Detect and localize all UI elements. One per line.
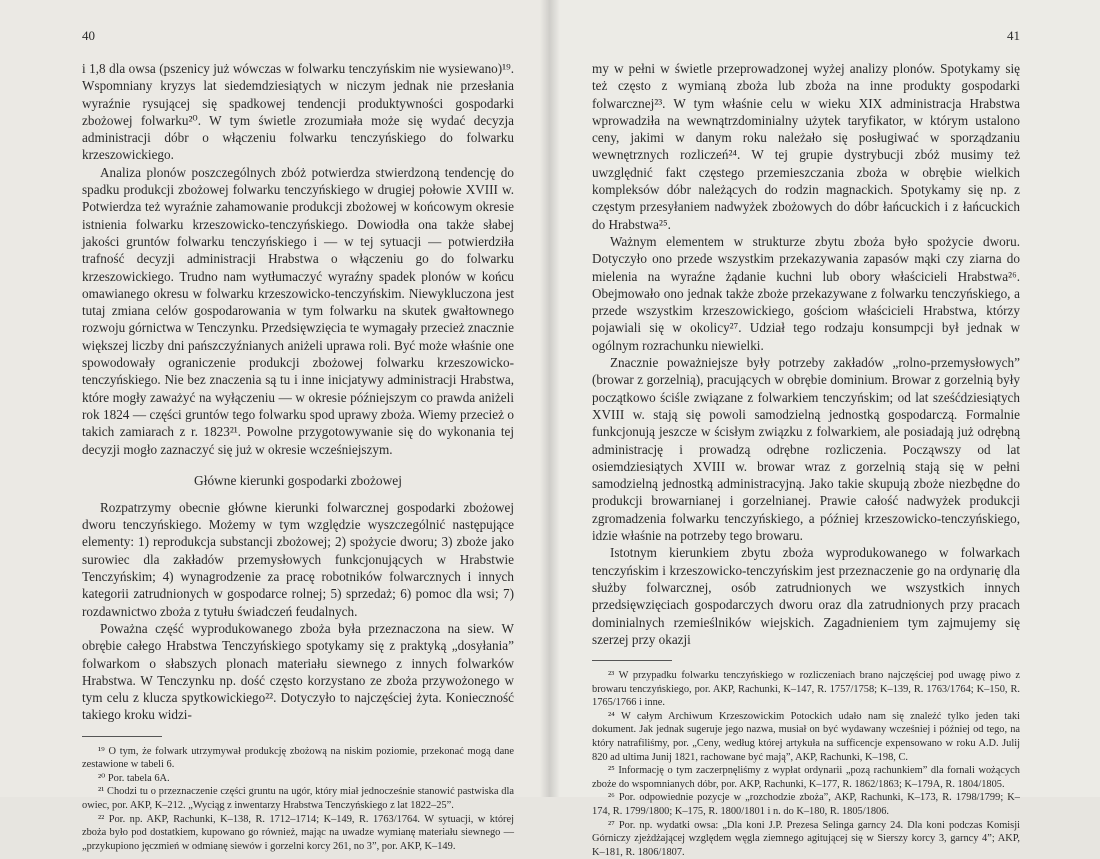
- paragraph: Ważnym elementem w strukturze zbytu zboża było spożycie dworu. Dotyczyło ono przede wszystkim przekazywania zapasów mąki czy ziarna do mielenia na wyraźne żądanie kuchni lub obory właścicieli Hrabstwa²⁶. Obejmowało ono jednak także zboże przekazywane z folwarku tenczyńskiego, a przede wszystkim krzeszowickiego, gościom właścicieli Hrabstwa, którzy pojawiali się w okolicy²⁷. Udział tego rodzaju konsumpcji był jednak w ogólnym rozrachunku niewielki.: [592, 233, 1020, 353]
- footnote-divider: [82, 736, 162, 737]
- footnotes: [592, 669, 1020, 859]
- paragraph: Istotnym kierunkiem zbytu zboża wyprodukowanego w folwarkach tenczyńskim i krzeszowicko-tenczyńskim jest przeznaczenie go na ordynarię dla służby folwarcznej, osób zatrudnionych we wszystkich innych przedsięwzięciach gospodarczych dworu oraz dla zatrudnionych przy pracach dominialnych rzemieślników wiejskich. Zagadnieniem tym zajmujemy się szerzej przy okazji: [592, 545, 1020, 647]
- footnote: ²⁷ Por. np. wydatki owsa: „Dla koni J.P. Prezesa Selinga garncy 24. Dla koni podczas Komisji Górniczy zjeżdżającej względem węgla ziemnego agitującej się w Sierszy korcy 3, garncy 4”; AKP, K–181, R. 1806/1807.: [592, 819, 1020, 858]
- paragraph: i 1,8 dla owsa (pszenicy już wówczas w folwarku tenczyńskim nie wysiewano)¹⁹. Wspomniany kryzys lat siedemdziesiątych w niczym jednak nie przesłania wyraźnie rysującej się spadkowej tendencji produktywności gospodarki zbożowej folwarku²⁰. W tym świetle zrozumiała może się wydać decyzja administracji dóbr o włączeniu folwarku tenczyńskiego do folwarku krzeszowickiego.: [82, 61, 514, 163]
- section-heading: Główne kierunki gospodarki zbożowej: [194, 472, 402, 488]
- footnote: ²³ W przypadku folwarku tenczyńskiego w rozliczeniach brano najczęściej pod uwagę piwo z browaru tenczyńskiego, por. AKP, Rachunki, K–147, R. 1757/1758; K–139, R. 1763/1764; K–150, R. 1765/1766 i inne.: [592, 670, 1020, 709]
- main-text: [82, 60, 514, 724]
- footnote: ²² Por. np. AKP, Rachunki, K–138, R. 1712–1714; K–149, R. 1763/1764. W sytuacji, w której zboża było pod dostatkiem, kupowano go również, mając na uwadze wymianę materiału siewnego — „przykupiono jęczmień w odmianę siewów i gorzelni korcy 261, no 3”, por. AKP, K–149.: [82, 813, 514, 852]
- paragraph: Znacznie poważniejsze były potrzeby zakładów „rolno-przemysłowych” (browar z gorzelnią), pracujących w obrębie dominium. Browar z gorzelnią były początkowo ściśle związane z folwarkiem tenczyńskim; od lat sześćdziesiątych XVIII w. stają się powoli samodzielną jednostką gospodarczą. Formalnie funkcjonują jeszcze w ścisłym związku z folwarkiem, ale posiadają już odrębną administrację i prowadzą odrębne rozliczenia. Począwszy od lat osiemdziesiątych XVIII w. browar wraz z gorzelnią stają się w pełni samodzielną jednostką administracyjną. Jako takie skupują zboże niezbędne do produkcji browarnianej i gorzelnianej. Prawie całość nadwyżek produkcji zgromadzenia folwarku tenczyńskiego, a później krzeszowicko-tenczyńskiego, idzie właśnie na potrzeby tego browaru.: [592, 355, 1020, 544]
- page-number: 40: [82, 28, 95, 43]
- main-text: [592, 60, 1020, 648]
- page-number: 41: [1007, 28, 1020, 43]
- paragraph: my w pełni w świetle przeprowadzonej wyżej analizy plonów. Spotykamy się też często z wymianą zboża lub zboża na inne produkty gospodarki folwarcznej²³. W tym właśnie celu w wieku XIX administracja Hrabstwa wprowadziła na wewnątrzdominialny użytek taryfikator, w którym ustalono ceny, jakimi w danym roku należało się posługiwać w sporządzaniu wewnętrznych rozliczeń²⁴. W tej grupie dystrybucji zbóż musimy też uwzględnić fakt częstego przemieszczania zboża w obrębie wielkich kompleksów dóbr należących do rodzin magnackich. Spotykamy się np. z częstym przesyłaniem nadwyżek zbożowych do dóbr łańcuckich i z łańcuckich do Hrabstwa²⁵.: [592, 61, 1020, 232]
- paragraph: Analiza plonów poszczególnych zbóż potwierdza stwierdzoną tendencję do spadku produkcji zbożowej folwarku tenczyńskiego w drugiej połowie XVIII w. Potwierdza też wyraźnie zahamowanie produkcji zbożowej w końcowym okresie istnienia folwarku krzeszowicko-tenczyńskiego. Dowiodła ona także słabej jakości gruntów folwarku tenczyńskiego i — w tej sytuacji — potwierdziła trafność decyzji administracji Hrabstwa o włączeniu go do folwarku krzeszowickiego. Trudno nam wytłumaczyć wyraźny spadek plonów w końcu omawianego okresu w folwarku krzeszowicko-tenczyńskim. Niewykluczona jest tutaj zmiana celów gospodarowania w tym folwarku na skutek gwałtownego rozwoju górnictwa w Tenczynku. Przedsięwzięcia te wymagały przecież znacznie większej liczby dni pańszczyźnianych aniżeli uprawa roli. Być może właśnie one spowodowały ograniczenie produkcji zbożowej folwarku krzeszowicko-tenczyńskiego. Nie bez znaczenia są tu i inne inicjatywy administracji Hrabstwa, które mogły zaważyć na wyłączeniu — w okresie późniejszym co prawda aniżeli rok 1824 — części gruntów tego folwarku spod uprawy zboża. Wiemy przecież o takich zamiarach z r. 1823²¹. Powolne przygotowywanie się do wykonania tej decyzji mogło zaznaczyć się już w okresie wcześniejszym.: [82, 164, 514, 457]
- footnote: ²⁰ Por. tabela 6A.: [98, 772, 170, 784]
- footnote: ²⁵ Informację o tym zaczerpnęliśmy z wypłat ordynarii „pozą rachunkiem” dla fornali wożących zboże do wspomnianych dóbr, por. AKP, Rachunki, K–177, R. 1862/1863; K–179A, R. 1804/1805.: [592, 765, 1020, 790]
- paragraph: Poważna część wyprodukowanego zboża była przeznaczona na siew. W obrębie całego Hrabstwa Tenczyńskiego spotykamy się z praktyką „dosyłania” folwarkom o słabszych plonach materiału siewnego z innych folwarków Hrabstwa. W Tenczynku np. dość często korzystano ze zboża przywożonego w tym celu z klucza spytkowickiego²². Dotyczyło to najczęściej żyta. Konieczność takiego kroku widzi-: [82, 620, 514, 723]
- footnote: ¹⁹ O tym, że folwark utrzymywał produkcję zbożową na niskim poziomie, przekonać mogą dane zestawione w tabeli 6.: [82, 745, 514, 771]
- right-page: [550, 0, 1100, 858]
- paragraph: Rozpatrzymy obecnie główne kierunki folwarcznej gospodarki zbożowej dworu tenczyńskiego. Możemy w tym względzie wyszczególnić następujące elementy: 1) reprodukcja substancji zbożowej; 2) spożycie dworu; 3) zboże jako surowiec dla zakładów przemysłowych funkcjonujących w Hrabstwie Tenczyńskim; 4) wynagrodzenie za pracę robotników folwarcznych i innych kategorii zatrudnionych w gospodarce rolnej; 5) sprzedaż; 6) pomoc dla wsi; 7) rozdawnictwo zboża z tytułu świadczeń feudalnych.: [82, 499, 514, 619]
- footnote: ²⁶ Por. odpowiednie pozycje w „rozchodzie zboża”, AKP, Rachunki, K–173, R. 1798/1799; K–174, R. 1799/1800; K–175, R. 1800/1801 i n. do K–180, R. 1805/1806.: [592, 792, 1020, 818]
- left-page: [0, 0, 550, 852]
- footnote-divider: [592, 660, 672, 661]
- footnote: ²⁴ W całym Archiwum Krzeszowickim Potockich udało nam się znaleźć tylko jeden taki dokument. Jak jednak sugeruje jego nazwa, musiał on być wydawany wcześniej i później od tego, na który natrafiliśmy, por. „Ceny, według której artykuła na sufficencje expensowano w roku A.D. Julij 820 ad ultima Junij 1821, rachowane być mają”, AKP, Rachunki, K–198, C.: [592, 710, 1020, 763]
- footnotes: [82, 745, 514, 854]
- footnote: ²¹ Chodzi tu o przeznaczenie części gruntu na ugór, który miał jednocześnie stanowić pastwiska dla owiec, por. AKP, K–212. „Wyciąg z inwentarzy Hrabstwa Tenczyńskiego z lat 1822–25”.: [82, 786, 514, 812]
